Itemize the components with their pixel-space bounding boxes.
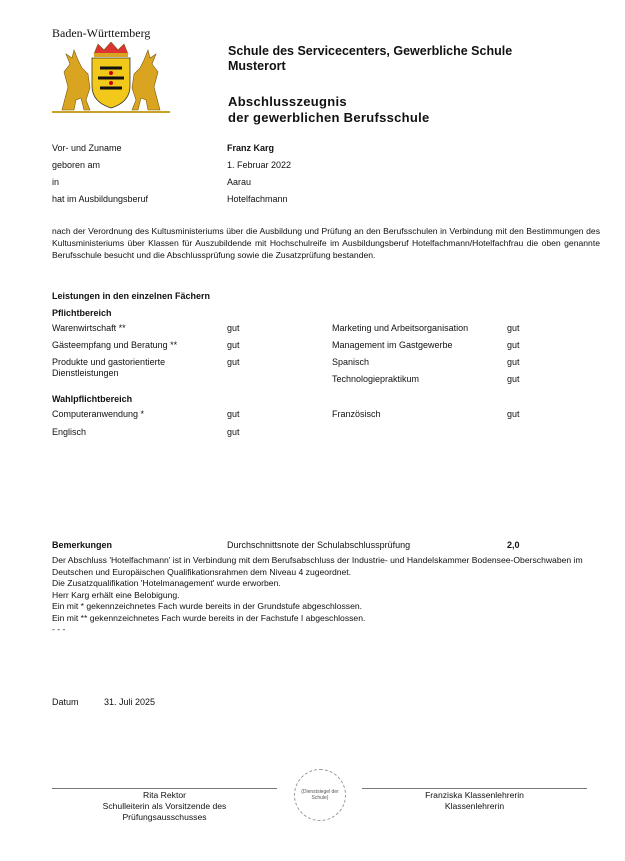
remark-line: Die Zusatzqualifikation 'Hotelmanagement' wurde erworben. [52, 578, 281, 588]
in-label: in [52, 177, 60, 187]
signature-right-name: Franziska Klassenlehrerin [425, 790, 524, 800]
subject-subject: Computeranwendung * [52, 409, 145, 419]
subject-subject: Französisch [332, 409, 381, 419]
intro-paragraph: nach der Verordnung des Kultusministeriums über die Ausbildung und Prüfung an den Berufsschulen in Verbindung mit den Bestimmungen des Kultusministeriums über Klassen für Auszubildende mit Hochschulreife im Ausbildungsberuf Hotelfachmann/Hotelfachfrau die oben genannte Berufsschule besucht und die Abschlussprüfung sowie die Zusatzprüfung bestanden. [52, 226, 600, 260]
average-label: Durchschnittsnote der Schulabschlussprüfung [227, 540, 411, 550]
subject-subject: Technologiepraktikum [332, 374, 420, 384]
title-line-1: Abschlusszeugnis [228, 94, 347, 109]
state-name: Baden-Württemberg [52, 26, 151, 40]
signature-right-role: Klassenlehrerin [444, 801, 505, 811]
remarks-text [52, 555, 600, 636]
required-heading: Pflichtbereich [52, 308, 112, 318]
subject-grade: gut [507, 357, 520, 367]
subject-grade: gut [507, 340, 520, 350]
signature-line-right [362, 788, 587, 789]
average-value: 2,0 [507, 540, 520, 550]
remark-line: Ein mit ** gekennzeichnetes Fach wurde bereits in der Fachstufe I abgeschlossen. [52, 612, 366, 623]
subject-subject: Englisch [52, 427, 87, 437]
subject-subject: Produkte und gastorientierte Dienstleistungen [52, 357, 166, 378]
performance-heading: Leistungen in den einzelnen Fächern [52, 291, 211, 301]
document-title [228, 94, 588, 126]
subject-subject: Marketing und Arbeitsorganisation [332, 323, 469, 333]
subject-grade: gut [507, 409, 520, 419]
remark-line: Herr Karg erhält eine Belobigung. [52, 589, 180, 600]
signature-line-left [52, 788, 277, 789]
signature-left-name: Rita Rektor [143, 790, 186, 800]
in-value: Aarau [227, 177, 252, 187]
subject-grade: gut [227, 409, 240, 419]
profession-label: hat im Ausbildungsberuf [52, 194, 149, 204]
remarks-heading: Bemerkungen [52, 540, 113, 550]
subject-grade: gut [227, 427, 240, 437]
born-label: geboren am [52, 160, 101, 170]
signature-left-role: Schulleiterin als Vorsitzende des Prüfungsausschusses [102, 801, 227, 822]
subject-subject: Gästeempfang und Beratung ** [52, 340, 178, 350]
subject-grade: gut [227, 357, 240, 367]
subject-grade: gut [227, 340, 240, 350]
school-line-2: Musterort [228, 59, 286, 73]
official-seal [294, 769, 346, 821]
coat-of-arms-logo [52, 42, 170, 114]
subject-grade: gut [507, 323, 520, 333]
subject-subject: Warenwirtschaft ** [52, 323, 126, 333]
profession-value: Hotelfachmann [227, 194, 288, 204]
remark-line: - - - [52, 624, 66, 634]
school-line-1: Schule des Servicecenters, Gewerbliche Schule [228, 44, 513, 58]
subject-grade: gut [227, 323, 240, 333]
remark-line: Der Abschluss 'Hotelfachmann' ist in Verbindung mit dem Berufsabschluss der Industrie- und Handelskammer Bodensee-Oberschwaben im Deutschen und Europäischen Qualifikationsrahmen dem Niveau 4 zugeordnet. [52, 555, 583, 577]
date-value: 31. Juli 2025 [104, 697, 156, 707]
school-name [228, 44, 588, 74]
subject-subject: Spanisch [332, 357, 370, 367]
date-label: Datum [52, 697, 79, 707]
signature-right [362, 790, 587, 812]
born-value: 1. Februar 2022 [227, 160, 292, 170]
seal-text: (Dienstsiegel der Schule) [301, 789, 339, 801]
title-line-2: der gewerblichen Berufsschule [228, 110, 430, 125]
subject-subject: Management im Gastgewerbe [332, 340, 453, 350]
name-value: Franz Karg [227, 143, 275, 153]
remark-line: Ein mit * gekennzeichnetes Fach wurde bereits in der Grundstufe abgeschlossen. [52, 601, 363, 611]
signature-left [52, 790, 277, 823]
subject-grade: gut [507, 374, 520, 384]
elective-heading: Wahlpflichtbereich [52, 394, 133, 404]
name-label: Vor- und Zuname [52, 143, 122, 153]
